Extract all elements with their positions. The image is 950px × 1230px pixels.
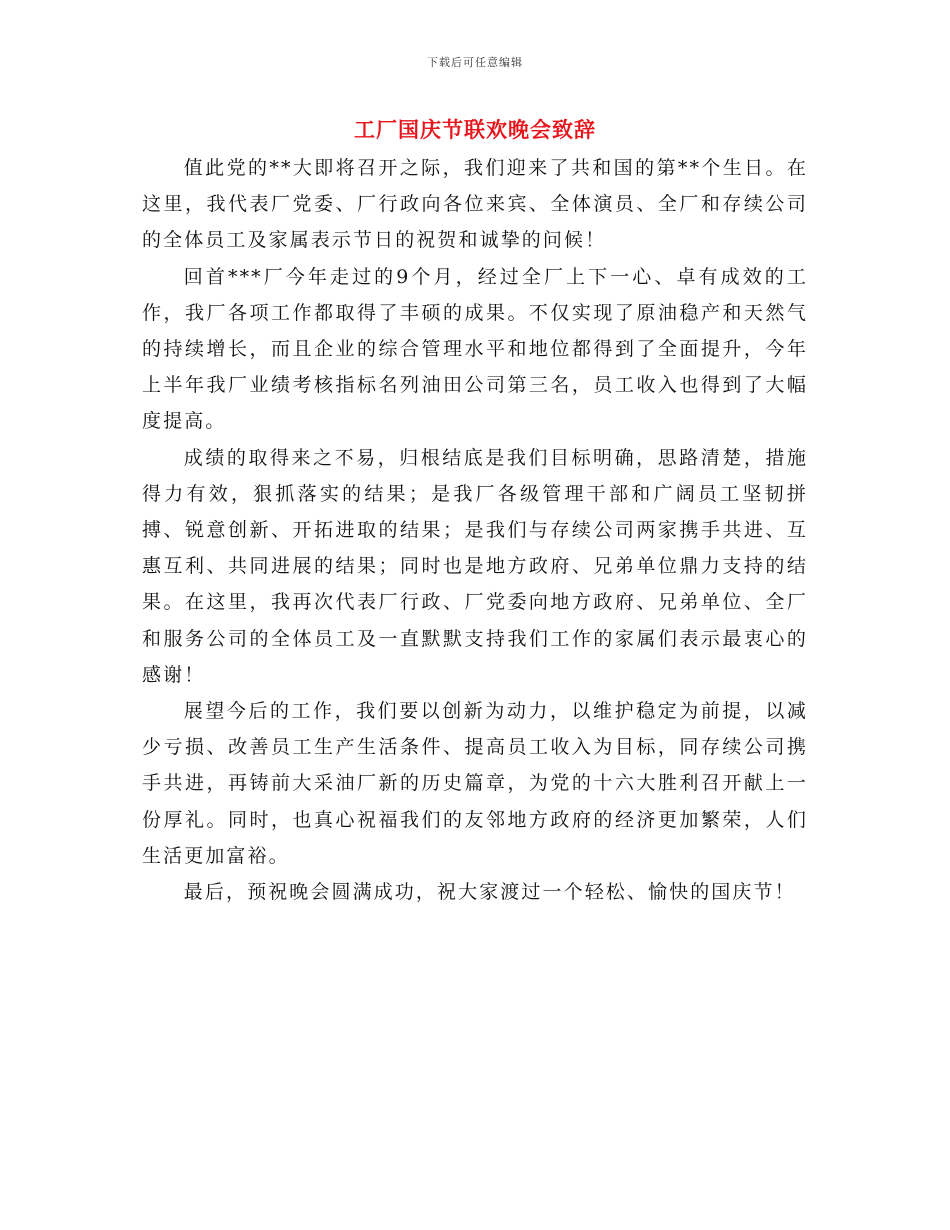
body-paragraph: 回首***厂今年走过的9个月，经过全厂上下一心、卓有成效的工作，我厂各项工作都取得了丰硕的成果。不仅实现了原油稳产和天然气的持续增长，而且企业的综合管理水平和地位都得到了全面提升，今年上半年我厂业绩考核指标名列油田公司第三名，员工收入也得到了大幅度提高。 <box>142 265 808 433</box>
body-paragraph: 值此党的**大即将召开之际，我们迎来了共和国的第**个生日。在这里，我代表厂党委、厂行政向各位来宾、全体演员、全厂和存续公司的全体员工及家属表示节日的祝贺和诚挚的问候！ <box>142 157 808 252</box>
body-paragraph: 成绩的取得来之不易，归根结底是我们目标明确，思路清楚，措施得力有效，狠抓落实的结果；是我厂各级管理干部和广阔员工坚韧拼搏、锐意创新、开拓进取的结果；是我们与存续公司两家携手共进、互惠互利、共同进展的结果；同时也是地方政府、兄弟单位鼎力支持的结果。在这里，我再次代表厂行政、厂党委向地方政府、兄弟单位、全厂和服务公司的全体员工及一直默默支持我们工作的家属们表示最衷心的感谢！ <box>142 446 808 686</box>
page-header-note: 下载后可任意编辑 <box>427 56 523 69</box>
body-paragraph: 展望今后的工作，我们要以创新为动力，以维护稳定为前提，以减少亏损、改善员工生产生活条件、提高员工收入为目标，同存续公司携手共进，再铸前大采油厂新的历史篇章，为党的十六大胜利召开献上一份厚礼。同时，也真心祝福我们的友邻地方政府的经济更加繁荣，人们生活更加富裕。 <box>142 700 808 867</box>
document-body <box>142 150 808 910</box>
body-paragraph: 最后，预祝晚会圆满成功，祝大家渡过一个轻松、愉快的国庆节！ <box>183 881 796 904</box>
document-title: 工厂国庆节联欢晚会致辞 <box>354 118 596 142</box>
